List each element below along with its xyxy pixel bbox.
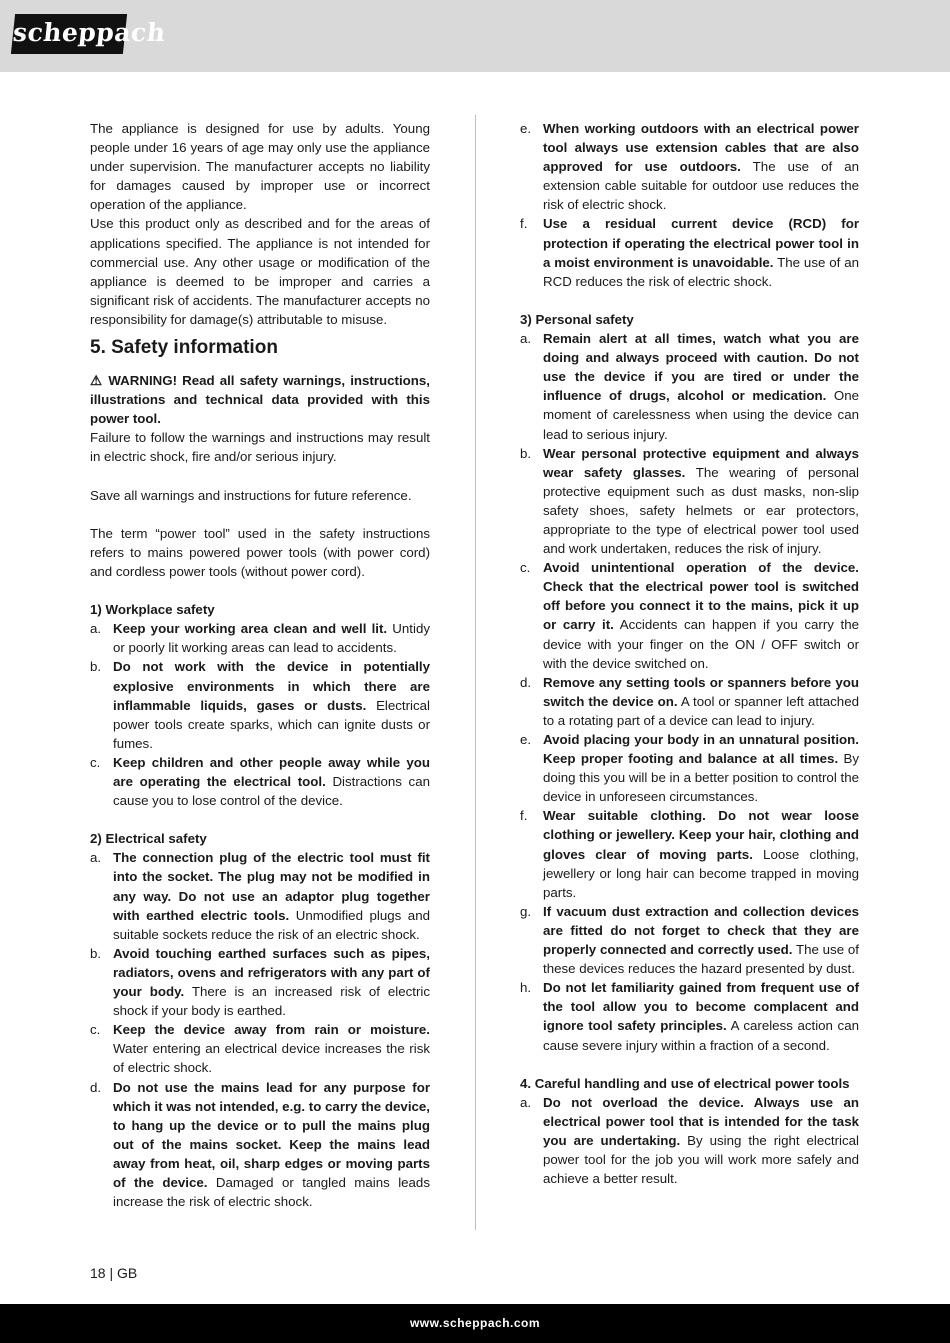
right-column bbox=[520, 119, 859, 1188]
term-note: The term “power tool” used in the safety instructions refers to mains powered power tools (with power cord) and cordless power tools (without power cord). bbox=[90, 525, 430, 579]
subsection-title-personal: 3) Personal safety bbox=[520, 311, 634, 327]
subsection-title-handling: 4. Careful handling and use of electrical power tools bbox=[520, 1075, 850, 1091]
list-item: e. Avoid placing your body in an unnatural position. Keep proper footing and balance at all times. By doing this you will be in a better position to control the device in unforeseen circumstances. bbox=[520, 732, 859, 805]
scheppach-logo: scheppach bbox=[11, 14, 127, 54]
page-number: 18 | GB bbox=[90, 1265, 138, 1281]
list-item: a. Keep your working area clean and well lit. Untidy or poorly lit working areas can lead to accidents. bbox=[90, 621, 430, 656]
list-item: h. Do not let familiarity gained from frequent use of the tool allow you to become complacent and ignore tool safety principles. A careless action can cause severe injury within a fraction of a second. bbox=[520, 980, 859, 1053]
section-title: 5. Safety information bbox=[90, 337, 278, 359]
save-note: Save all warnings and instructions for future reference. bbox=[90, 487, 412, 503]
list-item: f. Wear suitable clothing. Do not wear loose clothing or jewellery. Keep your hair, clothing and gloves clear of moving parts. Loose clothing, jewellery or long hair can become trapped in moving parts. bbox=[520, 808, 859, 900]
list-item: a. Remain alert at all times, watch what you are doing and always proceed with caution. Do not use the device if you are tired or under the influence of drugs, alcohol or medication. One moment of carelessness when using the device can lead to serious injury. bbox=[520, 331, 860, 442]
list-item: d. Remove any setting tools or spanners before you switch the device on. A tool or spanner left attached to a rotating part of a device can lead to injury. bbox=[520, 674, 859, 728]
list-item: f. Use a residual current device (RCD) for protection if operating the electrical power tool in a moist environment is unavoidable. The use of an RCD reduces the risk of electric shock. bbox=[520, 216, 859, 289]
page-header bbox=[0, 0, 950, 72]
intro-paragraph-2: Use this product only as described and for the areas of applications specified. The appliance is not intended for commercial use. Any other usage or modification of the appliance is deemed to be improper and carries a significant risk of accidents. The manufacturer accepts no responsibility for damage(s) attributable to misuse. bbox=[90, 216, 430, 327]
warning-heading: ⚠ WARNING! Read all safety warnings, instructions, illustrations and technical data provided with this power tool. bbox=[90, 373, 430, 427]
list-item: d. Do not use the mains lead for any purpose for which it was not intended, e.g. to carry the device, to hang up the device or to pull the mains plug out of the mains socket. Keep the mains lead away from heat, oil, sharp edges or moving parts of the device. Damaged or tangled mains leads increase the risk of electric shock. bbox=[90, 1079, 430, 1210]
subsection-title-electrical: 2) Electrical safety bbox=[90, 831, 207, 847]
list-item: b. Do not work with the device in potentially explosive environments in which there are inflammable liquids, gases or dusts. Electrical power tools create sparks, which can ignite dusts or fumes. bbox=[90, 659, 431, 751]
list-item: a. Do not overload the device. Always use an electrical power tool that is intended for the task you are undertaking. By using the right electrical power tool for the job you will work more safely and achieve a better result. bbox=[520, 1094, 859, 1187]
list-item: g. If vacuum dust extraction and collection devices are fitted do not forget to check that they are properly connected and correctly used. The use of these devices reduces the hazard presented by dust. bbox=[520, 903, 859, 977]
list-item: c. Keep children and other people away while you are operating the electrical tool. Distractions can cause you to lose control of the device. bbox=[90, 754, 430, 809]
column-divider bbox=[475, 115, 476, 1230]
list-item: a. The connection plug of the electric tool must fit into the socket. The plug may not be modified in any way. Do not use an adaptor plug together with earthed electric tools. Unmodified plugs and suitable sockets reduce the risk of an electric shock. bbox=[90, 850, 430, 942]
list-item: b. Avoid touching earthed surfaces such as pipes, radiators, ovens and refrigerators with any part of your body. There is an increased risk of electric shock if your body is earthed. bbox=[90, 945, 430, 1019]
list-item: e. When working outdoors with an electrical power tool always use extension cables that are also approved for use outdoors. The use of an extension cable suitable for outdoor use reduces the risk of electric shock. bbox=[520, 121, 859, 213]
footer-bar bbox=[0, 1304, 950, 1343]
list-item: b. Wear personal protective equipment and always wear safety glasses. The wearing of personal protective equipment such as dust masks, non-slip safety shoes, safety helmets or ear protectors, appropriate to the type of electrical power tool used and work undertaken, reduces the risk of injury. bbox=[520, 445, 859, 557]
list-item: c. Keep the device away from rain or moisture. Water entering an electrical device increases the risk of electric shock. bbox=[90, 1022, 430, 1076]
subsection-title-workplace: 1) Workplace safety bbox=[90, 602, 215, 618]
left-column bbox=[90, 119, 430, 1211]
list-item: c. Avoid unintentional operation of the device. Check that the electrical power tool is switched off before you connect it to the mains, pick it up or carry it. Accidents can happen if you carry the device with your finger on the ON / OFF switch or with the device switched on. bbox=[520, 560, 859, 671]
warning-text: Failure to follow the warnings and instructions may result in electric shock, fire and/or serious injury. bbox=[90, 430, 430, 465]
website-link[interactable]: www.scheppach.com bbox=[409, 1316, 541, 1330]
intro-paragraph-1: The appliance is designed for use by adults. Young people under 16 years of age may only use the appliance under supervision. The manufacturer accepts no liability for damages caused by improper use or incorrect operation of the appliance. bbox=[90, 121, 430, 213]
